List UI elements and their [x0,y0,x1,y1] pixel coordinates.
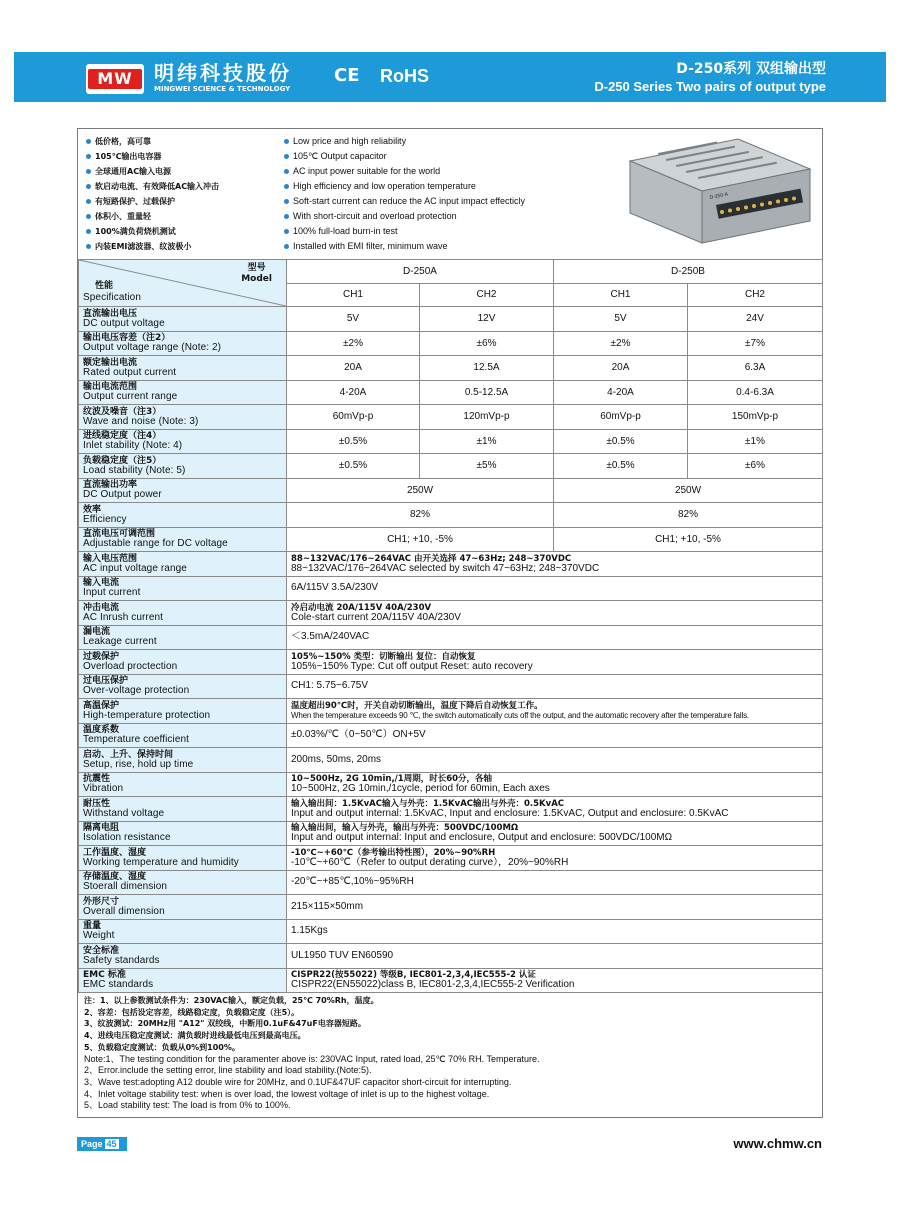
feature-text: 105℃输出电容器 [95,152,162,161]
feature-text: Installed with EMI filter, minimum wave [293,241,448,251]
spec-value-en: ±0.03%/℃（0~50℃）ON+5V [291,729,426,741]
spec-value-en: 200ms, 50ms, 20ms [291,753,382,765]
model-a-header: D-250A [287,260,554,284]
spec-value: ±0.5% [287,429,420,454]
note-line: 4、进线电压稳定度测试：满负载时进线最低电压到最高电压。 [84,1031,306,1041]
table-row [79,797,823,822]
feature-text: 100% full-load burn-in test [293,226,398,236]
spec-value-en: CISPR22(EN55022)class B, IEC801-2,3,4,IEC555-2 Verification [291,979,575,991]
note-line: 4、Inlet voltage stability test: when is over load, the lowest voltage of inlet is up to the highest voltage. [84,1088,490,1099]
bullet-icon [284,139,289,144]
features-list-en [284,134,604,254]
product-label: D-250-A [709,191,729,201]
spec-label-cn: 冲击电流 [83,602,120,613]
spec-value-en: UL1950 TUV EN60590 [291,949,394,961]
spec-label-cn: 高温保护 [83,700,120,711]
spec-value [287,944,823,969]
spec-value: 150mVp-p [688,405,823,430]
table-row [79,380,823,405]
website-url: www.chmw.cn [733,1136,822,1151]
feature-text: 内装EMI滤波器、纹波极小 [95,242,192,251]
brand-name-en: MINGWEI SCIENCE & TECHNOLOGY [154,85,291,93]
spec-label-en: Setup, rise, hold up time [83,758,194,770]
table-row [79,821,823,846]
spec-label [79,552,287,577]
product-image [618,135,814,253]
spec-value: 60mVp-p [554,405,688,430]
spec-label-cn: 耐压性 [83,798,111,809]
spec-value-cn: 输入输出间：1.5KvAC输入与外壳：1.5KvAC输出与外壳：0.5KvAC [291,798,565,809]
spec-value-en: -20℃~+85℃,10%~95%RH [291,876,414,888]
table-row [79,405,823,430]
spec-label [79,772,287,797]
spec-value: CH1; +10, -5% [287,527,554,552]
spec-label-en: Temperature coefficient [83,734,190,746]
spec-value-en: Input and output internal: Input and enclosure, Output and enclosure: 500VDC/100MΩ [291,832,673,844]
spec-label [79,870,287,895]
model-b-header: D-250B [554,260,823,284]
spec-value-cn: CISPR22(按55022) 等级B, IEC801-2,3,4,IEC555-2 认证 [291,970,536,981]
ce-mark: CE [334,65,360,86]
spec-value-en: CH1: 5.75~6.75V [291,680,368,692]
spec-label-en: Leakage current [83,636,157,648]
bullet-icon [86,139,91,144]
feature-text: AC input power suitable for the world [293,166,441,176]
spec-value-cn: -10℃~+60℃（参考输出特性图），20%~90%RH [291,847,496,858]
page-number: 45 [106,1139,117,1149]
spec-label [79,944,287,969]
table-row [79,356,823,381]
channel-header: CH1 [554,283,688,307]
spec-label [79,307,287,332]
feature-item [284,179,604,194]
bullet-icon [86,169,91,174]
feature-item [86,209,276,224]
spec-value-en: When the temperature exceeds 90 ℃, the switch automatically cuts off the output, and the automatic recovery after the temperature falls. [291,710,749,720]
spec-value: 6.3A [688,356,823,381]
page-label: Page [81,1139,103,1149]
spec-value-en: ＜3.5mA/240VAC [291,631,370,643]
feature-text: Low price and high reliability [293,136,407,146]
spec-value-en: 1.15Kgs [291,925,328,937]
feature-text: 有短路保护、过载保护 [95,197,175,206]
feature-text: Soft-start current can reduce the AC input impact effecticly [293,196,525,206]
model-caption [241,263,272,285]
spec-label-en: Output current range [83,391,178,403]
spec-value [287,968,823,993]
spec-label-en: AC Inrush current [83,611,164,623]
spec-label-en: Rated output current [83,366,177,378]
feature-text: 软启动电流、有效降低AC输入冲击 [95,182,220,191]
spec-label [79,527,287,552]
spec-label-en: Over-voltage protection [83,685,190,697]
table-row [79,895,823,920]
spec-label-en: Stoerall dimension [83,881,168,893]
note-line: Note:1、The testing condition for the paramenter above is: 230VAC Input, rated load, 25℃ 70% RH. Temperature. [84,1053,540,1064]
table-row [79,429,823,454]
bullet-icon [86,244,91,249]
feature-text: 体积小、重量轻 [95,212,151,221]
spec-label-cn: 输入电流 [83,578,120,589]
spec-value-en: 88~132VAC/176~264VAC selected by switch 47~63Hz; 248~370VDC [291,562,600,574]
feature-text: With short-circuit and overload protection [293,211,457,221]
rohs-mark: RoHS [380,66,429,86]
spec-label-cn: 效率 [83,504,102,515]
spec-label-en: Wave and noise (Note: 3) [83,415,199,427]
spec-value [287,797,823,822]
spec-label-cn: 抗震性 [83,774,111,785]
spec-value [287,919,823,944]
spec-value: ±6% [688,454,823,479]
spec-value [287,821,823,846]
spec-label [79,650,287,675]
table-row [79,699,823,724]
logo-mark: MW [88,69,142,89]
bullet-icon [284,184,289,189]
spec-value: ±2% [554,331,688,356]
spec-label-cn: 负载稳定度（注5） [83,455,162,466]
spec-label-cn: 直流输出功率 [83,480,138,491]
spec-value-en: 6A/115V 3.5A/230V [291,582,379,594]
spec-label-cn: 启动、上升、保持时间 [83,749,174,760]
spec-label [79,674,287,699]
page-number-tag [77,1137,127,1151]
bullet-icon [284,169,289,174]
feature-text: High efficiency and low operation temperature [293,181,476,191]
spec-label-en: Load stability (Note: 5) [83,464,186,476]
spec-value [287,552,823,577]
bullet-icon [284,214,289,219]
table-row [79,503,823,528]
spec-value-cn: 冷启动电流 20A/115V 40A/230V [291,602,432,613]
spec-label [79,429,287,454]
spec-value [287,870,823,895]
header-corner-cell [79,260,287,307]
notes-section [84,995,820,1112]
feature-item [284,149,604,164]
spec-label [79,895,287,920]
note-line: 3、Wave test:adopting A12 double wire for 20MHz, and 0.1UF&47UF capacitor short-circuit for interrupting. [84,1076,512,1087]
spec-label-en: DC output voltage [83,317,165,329]
table-row [79,454,823,479]
spec-label [79,601,287,626]
feature-item [86,194,276,209]
spec-value: 24V [688,307,823,332]
spec-label-en: EMC standards [83,979,154,991]
spec-label-cn: 纹波及噪音（注3） [83,406,162,417]
spec-label [79,478,287,503]
spec-label-cn: 外形尺寸 [83,896,120,907]
table-row [79,307,823,332]
table-row [79,478,823,503]
spec-value: 82% [554,503,823,528]
spec-value [287,625,823,650]
spec-label-cn: 额定输出电流 [83,357,138,368]
bullet-icon [284,244,289,249]
spec-value-en: 105%~150% Type: Cut off output Reset: auto recovery [291,660,533,672]
table-header-row-1 [79,260,823,284]
bullet-icon [86,199,91,204]
company-logo [86,64,144,94]
spec-value: ±0.5% [554,454,688,479]
spec-value [287,895,823,920]
spec-value: 0.4-6.3A [688,380,823,405]
spec-label [79,331,287,356]
spec-value-en: -10℃~+60℃（Refer to output derating curve），20%~90%RH [291,856,569,868]
note-line: 3、纹波测试：20MHz用 "A12" 双绞线，中断用0.1uF&47uF电容器短路。 [84,1019,366,1029]
spec-value: ±1% [420,429,554,454]
feature-item [284,224,604,239]
table-row [79,919,823,944]
bullet-icon [86,154,91,159]
spec-label-en: Overall dimension [83,905,165,917]
spec-label [79,380,287,405]
feature-item [284,164,604,179]
spec-value: 12V [420,307,554,332]
spec-value [287,748,823,773]
note-line: 注：1、以上参数测试条件为：230VAC输入，额定负载，25℃ 70%Rh，温度。 [84,996,379,1005]
model-caption-cn: 型号 [247,263,266,273]
header-bar [14,52,886,102]
spec-value [287,601,823,626]
spec-value [287,723,823,748]
note-line: 2、容差：包括设定容差，线路稳定度，负载稳定度（注5）。 [84,1007,300,1017]
table-row [79,772,823,797]
spec-label-cn: 重量 [83,921,102,932]
channel-header: CH2 [688,283,823,307]
spec-table-wrap [78,259,822,993]
bullet-icon [86,214,91,219]
spec-value: 0.5-12.5A [420,380,554,405]
spec-value: 5V [554,307,688,332]
spec-value: 5V [287,307,420,332]
series-title-cn: D-250系列 双组输出型 [676,61,826,77]
spec-label-en: High-temperature protection [83,709,211,721]
spec-caption-en: Specification [83,292,141,303]
spec-value: ±7% [688,331,823,356]
spec-label-en: Vibration [83,783,124,795]
spec-label [79,723,287,748]
spec-value: ±5% [420,454,554,479]
spec-value-cn: 10~500Hz, 2G 10min,/1周期，时长60分，各轴 [291,774,493,785]
spec-label [79,748,287,773]
series-title-en: D-250 Series Two pairs of output type [594,79,826,94]
spec-label-en: Working temperature and humidity [83,856,239,868]
spec-value [287,674,823,699]
spec-label-en: Adjustable range for DC voltage [83,538,228,550]
spec-label [79,454,287,479]
channel-header: CH1 [287,283,420,307]
spec-value: 12.5A [420,356,554,381]
datasheet-frame [77,128,823,1118]
channel-header: CH2 [420,283,554,307]
spec-value-cn: 温度超出90℃时，开关自动切断输出，温度下降后自动恢复工作。 [291,700,543,711]
spec-value: ±2% [287,331,420,356]
spec-label [79,797,287,822]
spec-label-en: Efficiency [83,513,127,525]
spec-label-en: Withstand voltage [83,807,165,819]
feature-text: 低价格，高可靠 [95,137,151,146]
table-row [79,601,823,626]
feature-item [86,149,276,164]
table-row [79,527,823,552]
spec-label-en: Weight [83,930,115,942]
table-row [79,625,823,650]
feature-text: 105℃ Output capacitor [293,151,387,161]
table-row [79,944,823,969]
spec-label-cn: 隔离电阻 [83,823,120,834]
spec-value: ±0.5% [287,454,420,479]
feature-item [86,239,276,254]
spec-label-cn: 直流输出电压 [83,308,138,319]
spec-table [78,259,823,993]
spec-value: 82% [287,503,554,528]
feature-item [86,179,276,194]
spec-caption [83,281,141,303]
table-row [79,331,823,356]
spec-label-cn: 过载保护 [83,651,120,662]
note-line: 2、Error.include the setting error, line stability and load stability.(Note:5). [84,1065,372,1076]
table-row [79,870,823,895]
bullet-icon [284,199,289,204]
table-row [79,552,823,577]
bullet-icon [284,154,289,159]
spec-value-en: 10~500Hz, 2G 10min,/1cycle, period for 60min, Each axes [291,783,550,795]
spec-label [79,919,287,944]
spec-label-cn: 温度系数 [83,725,120,736]
spec-label-en: Isolation resistance [83,832,171,844]
feature-item [284,209,604,224]
spec-caption-cn: 性能 [95,281,114,291]
feature-text: 全球通用AC输入电源 [95,167,172,176]
spec-label-cn: 漏电流 [83,627,111,638]
feature-text: 100%满负荷烧机测试 [95,227,176,236]
spec-value [287,772,823,797]
spec-value: 4-20A [287,380,420,405]
feature-item [86,224,276,239]
spec-value-en: Cole-start current 20A/115V 40A/230V [291,611,461,623]
spec-label-cn: 输出电流范围 [83,382,138,393]
model-caption-en: Model [241,274,272,284]
spec-label [79,846,287,871]
spec-value: ±6% [420,331,554,356]
note-line: 5、Load stability test: The load is from 0% to 100%. [84,1100,291,1111]
spec-label [79,503,287,528]
spec-label-cn: 存储温度、湿度 [83,872,147,883]
spec-label-en: AC input voltage range [83,562,187,574]
spec-label-cn: 工作温度、湿度 [83,847,147,858]
features-section [78,129,822,259]
spec-label [79,576,287,601]
spec-value-cn: 88~132VAC/176~264VAC 由开关选择 47~63Hz; 248~370VDC [291,553,572,564]
feature-item [284,134,604,149]
table-row [79,650,823,675]
spec-label-cn: 输入电压范围 [83,553,138,564]
table-row [79,723,823,748]
spec-value: 250W [287,478,554,503]
spec-value: 250W [554,478,823,503]
spec-value [287,699,823,724]
table-row [79,748,823,773]
spec-value: CH1; +10, -5% [554,527,823,552]
spec-label-cn: 直流电压可调范围 [83,529,156,540]
spec-value: ±0.5% [554,429,688,454]
spec-value-cn: 105%~150% 类型：切断输出 复位：自动恢复 [291,651,476,662]
feature-item [284,194,604,209]
feature-item [86,134,276,149]
table-row [79,968,823,993]
spec-label-en: Safety standards [83,954,160,966]
bullet-icon [284,229,289,234]
spec-label-cn: EMC 标准 [83,970,126,981]
feature-item [284,239,604,254]
spec-value-en: Input and output internal: 1.5KvAC, Input and enclosure: 1.5KvAC, Output and enclosure: 0.5KvAC [291,807,729,819]
spec-label-en: Output voltage range (Note: 2) [83,342,222,354]
spec-value-en: 215×115×50mm [291,900,364,912]
spec-label-en: Overload proctection [83,660,178,672]
spec-value: 60mVp-p [287,405,420,430]
table-row [79,846,823,871]
spec-value: 20A [287,356,420,381]
features-list-cn [86,134,276,254]
spec-label [79,699,287,724]
spec-value: 20A [554,356,688,381]
feature-item [86,164,276,179]
spec-label [79,625,287,650]
spec-label [79,356,287,381]
spec-label [79,968,287,993]
spec-value: 4-20A [554,380,688,405]
spec-value-cn: 输入输出间，输入与外壳，输出与外壳：500VDC/100MΩ [291,823,519,834]
spec-value: 120mVp-p [420,405,554,430]
spec-label-cn: 进线稳定度（注4） [83,431,162,442]
note-line: 5、负载稳定度测试：负载从0%到100%。 [84,1042,240,1052]
spec-label-cn: 输出电压容差（注2） [83,333,171,344]
spec-label-cn: 过电压保护 [83,676,129,687]
table-row [79,576,823,601]
spec-label-en: Inlet stability (Note: 4) [83,440,183,452]
spec-label [79,821,287,846]
spec-label-en: Input current [83,587,141,599]
bullet-icon [86,184,91,189]
spec-label-cn: 安全标准 [83,945,120,956]
spec-value [287,650,823,675]
table-row [79,674,823,699]
brand-name-cn: 明纬科技股份 [154,61,292,85]
spec-label [79,405,287,430]
spec-value [287,576,823,601]
spec-value: ±1% [688,429,823,454]
bullet-icon [86,229,91,234]
spec-value [287,846,823,871]
spec-label-en: DC Output power [83,489,162,501]
